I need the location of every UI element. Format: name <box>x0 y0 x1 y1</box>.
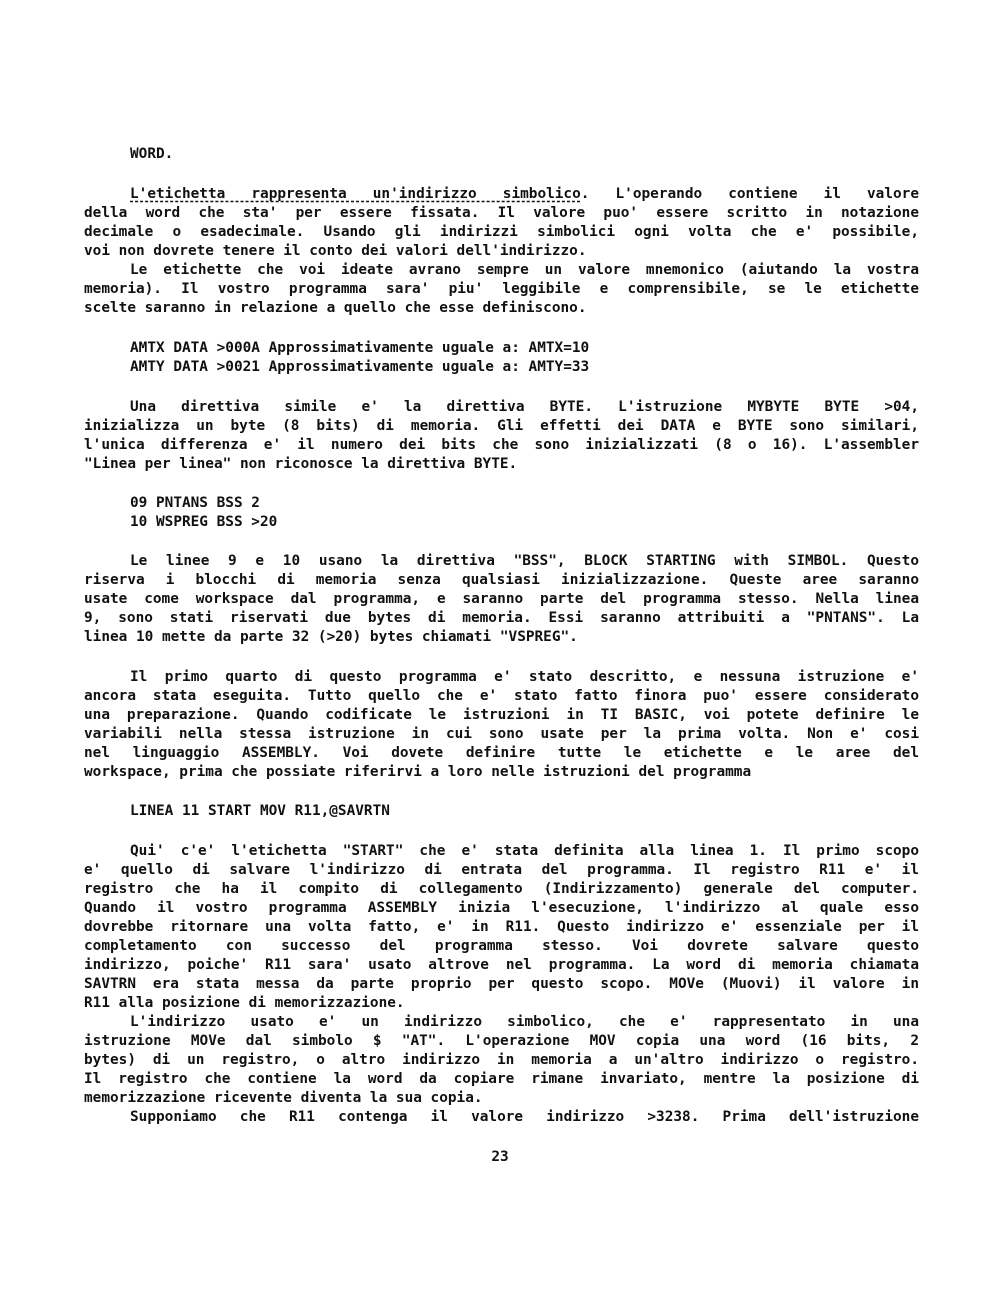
para5-line-3: una preparazione. Quando codificate le istruzioni in TI BASIC, voi potete definire le <box>84 707 919 723</box>
code2-line-2: 10 WSPREG BSS >20 <box>130 514 278 530</box>
para1-line-4: voi non dovrete tenere il conto dei valori dell'indirizzo. <box>84 243 587 259</box>
para3-line-3: l'unica differenza e' il numero dei bits che sono inizializzati (8 o 16). L'assembler <box>84 437 919 453</box>
para5-line-2: ancora stata eseguita. Tutto quello che e' stato fatto finora puo' essere considerato <box>84 688 919 704</box>
para4-line-1: Le linee 9 e 10 usano la direttiva "BSS", BLOCK STARTING with SIMBOL. Questo <box>130 553 919 569</box>
code1-line-1: AMTX DATA >000A Approssimativamente uguale a: AMTX=10 <box>130 340 590 356</box>
para2-line-1: Le etichette che voi ideate avrano sempre un valore mnemonico (aiutando la vostra <box>130 262 919 278</box>
para3-line-2: inizializza un byte (8 bits) di memoria. Gli effetti dei DATA e BYTE sono similari, <box>84 418 919 434</box>
para7-line-3: bytes) di un registro, o altro indirizzo in memoria a un'altro indirizzo o registro. <box>84 1052 919 1068</box>
para5-line-5: nel linguaggio ASSEMBLY. Voi dovete definire tutte le etichette e le aree del <box>84 745 919 761</box>
para7-line-4: Il registro che contiene la word da copiare rimane invariato, mentre la posizione di <box>84 1071 919 1087</box>
para6-line-6: completamento con successo del programma stesso. Voi dovrete salvare questo <box>84 938 919 954</box>
para5-line-1: Il primo quarto di questo programma e' stato descritto, e nessuna istruzione e' <box>130 669 919 685</box>
para6-line-7: indirizzo, poiche' R11 sara' usato altrove nel programma. La word di memoria chiamata <box>84 957 919 973</box>
para6-line-4: Quando il vostro programma ASSEMBLY inizia l'esecuzione, l'indirizzo al quale esso <box>84 900 919 916</box>
para7-line-1: L'indirizzo usato e' un indirizzo simbolico, che e' rappresentato in una <box>130 1014 919 1030</box>
heading-word: WORD. <box>130 146 174 162</box>
para1-line-2: della word che sta' per essere fissata. Il valore puo' essere scritto in notazione <box>84 205 919 221</box>
para7-line-2: istruzione MOVe dal simbolo $ "AT". L'operazione MOV copia una word (16 bits, 2 <box>84 1033 919 1049</box>
para6-line-1: Qui' c'e' l'etichetta "START" che e' stata definita alla linea 1. Il primo scopo <box>130 843 919 859</box>
para1-line-1 <box>84 185 919 204</box>
para4-line-3: usate come workspace dal programma, e saranno parte del programma stesso. Nella linea <box>84 591 919 607</box>
para8-line-1: Supponiamo che R11 contenga il valore indirizzo >3238. Prima dell'istruzione <box>130 1109 919 1125</box>
para7-line-5: memorizzazione ricevente diventa la sua copia. <box>84 1090 483 1106</box>
para3-line-4: "Linea per linea" non riconosce la direttiva BYTE. <box>84 456 518 472</box>
para5-line-6: workspace, prima che possiate riferirvi a loro nelle istruzioni del programma <box>84 764 752 780</box>
para4-line-4: 9, sono stati riservati due bytes di memoria. Essi saranno attribuiti a "PNTANS". La <box>84 610 919 626</box>
code3-line: LINEA 11 START MOV R11,@SAVRTN <box>130 803 390 819</box>
para6-line-3: registro che ha il compito di collegamento (Indirizzamento) generale del computer. <box>84 881 919 897</box>
code1-line-2: AMTY DATA >0021 Approssimativamente uguale a: AMTY=33 <box>130 359 590 375</box>
para6-line-2: e' quello di salvare l'indirizzo di entrata del programma. Il registro R11 e' il <box>84 862 919 878</box>
para2-line-3: scelte saranno in relazione a quello che esse definiscono. <box>84 300 587 316</box>
para6-line-8: SAVTRN era stata messa da parte proprio per questo scopo. MOVe (Muovi) il valore in <box>84 976 919 992</box>
para5-line-4: variabili nella stessa istruzione in cui sono usate per la prima volta. Non e' cosi <box>84 726 919 742</box>
code2-line-1: 09 PNTANS BSS 2 <box>130 495 260 511</box>
para6-line-5: dovrebbe ritornare una volta fatto, e' in R11. Questo indirizzo e' essenziale per il <box>84 919 919 935</box>
page-number: 23 <box>491 1149 509 1165</box>
para2-line-2: memoria). Il vostro programma sara' piu' leggibile e comprensibile, se le etichette <box>84 281 919 297</box>
para4-line-5: linea 10 mette da parte 32 (>20) bytes chiamati "VSPREG". <box>84 629 578 645</box>
para3-line-1: Una direttiva simile e' la direttiva BYTE. L'istruzione MYBYTE BYTE >04, <box>130 399 919 415</box>
para4-line-2: riserva i blocchi di memoria senza qualsiasi inizializzazione. Queste aree saranno <box>84 572 919 588</box>
para1-line-1-rest: . L'operando contiene il valore <box>580 186 919 202</box>
symbolic-address-label: L'etichetta rappresenta un'indirizzo simbolico <box>130 186 581 202</box>
para1-line-3: decimale o esadecimale. Usando gli indirizzi simbolici ogni volta che e' possibile, <box>84 224 919 240</box>
para6-line-9: R11 alla posizione di memorizzazione. <box>84 995 405 1011</box>
